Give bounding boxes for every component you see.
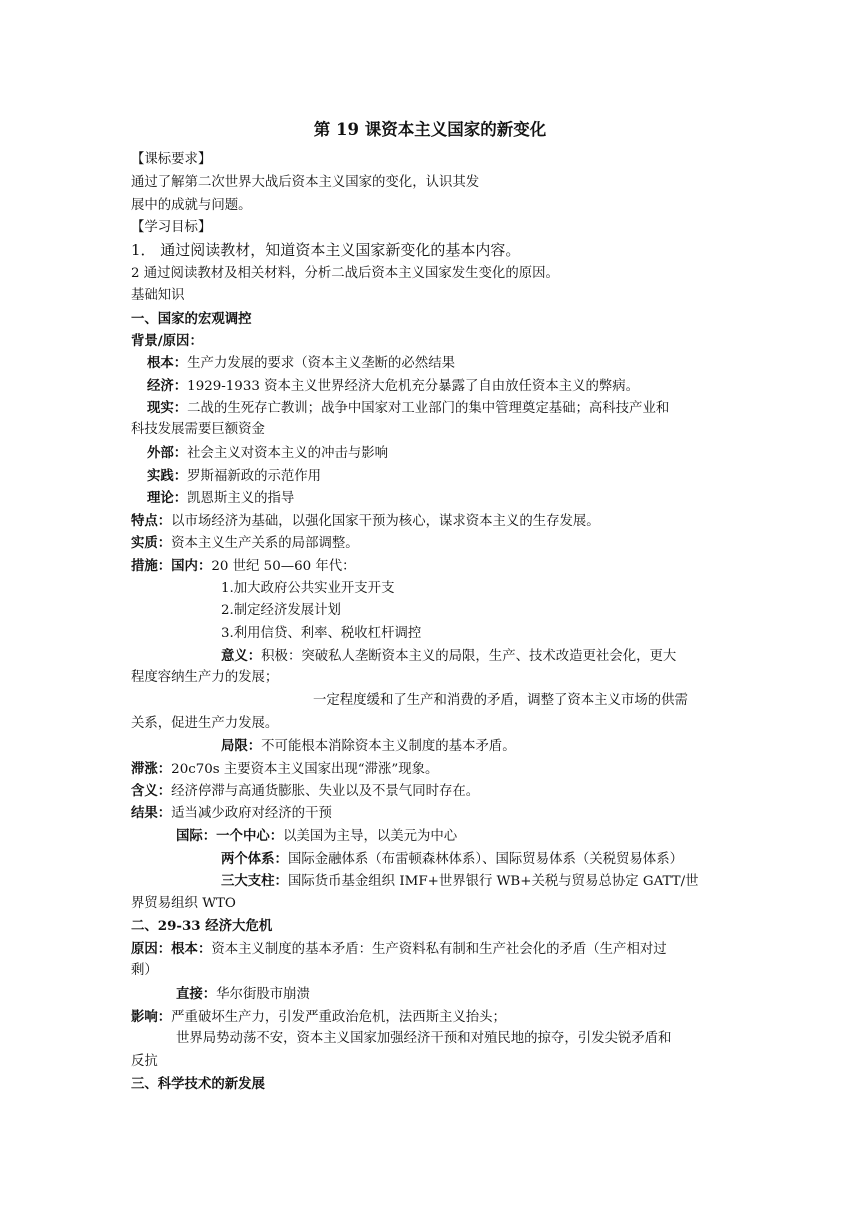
measures-label: 措施：国内： (131, 558, 212, 574)
meaning-label: 含义： (131, 783, 172, 799)
meaning-text: 经济停滞与高通货膨胀、失业以及不景气同时存在。 (171, 784, 480, 799)
theory-text: 凯恩斯主义的指导 (187, 491, 295, 506)
direct-text: 华尔街股市崩溃 (216, 987, 310, 1002)
cause-text: 资本主义制度的基本矛盾：生产资料私有制和生产社会化的矛盾（生产相对过 (211, 942, 667, 957)
two-systems-label: 两个体系： (221, 851, 288, 867)
meaning-line (131, 781, 731, 802)
theory-label: 理论： (147, 490, 188, 506)
significance-text-3: 一定程度缓和了生产和消费的矛盾，调整了资本主义市场的供需 (313, 693, 688, 708)
three-pillars-label: 三大支柱： (221, 873, 288, 889)
measures-text: 20 世纪 50—60 年代： (211, 559, 356, 574)
result-text: 适当减少政府对经济的干预 (171, 806, 332, 821)
page-title: 第 19 课资本主义国家的新变化 (313, 120, 547, 139)
limitation-line (221, 736, 821, 757)
international-label: 国际： (176, 828, 217, 844)
one-center-label: 一个中心： (216, 828, 284, 844)
limitation-label: 局限： (221, 738, 262, 754)
requirements-line-2: 展中的成就与问题。 (131, 198, 252, 213)
feature-line (131, 511, 731, 532)
economy-text: 1929-1933 资本主义世界经济大危机充分暴露了自由放任资本主义的弊病。 (187, 379, 640, 394)
requirements-line-1: 通过了解第二次世界大战后资本主义国家的变化，认识其发 (131, 175, 480, 190)
three-pillars-line (221, 871, 821, 892)
significance-label: 意义： (221, 648, 262, 664)
measure-item-2: 2.制定经济发展计划 (221, 603, 341, 618)
three-pillars-text-2: 界贸易组织 WTO (131, 896, 236, 911)
practice-label: 实践： (147, 468, 188, 484)
stagflation-line (131, 759, 731, 780)
reality-line (147, 398, 747, 419)
impact-text-3: 反抗 (131, 1054, 158, 1069)
direct-cause-line (176, 984, 776, 1005)
practice-line (147, 466, 747, 487)
stagflation-text: 20c70s 主要资本主义国家出现“滞涨”现象。 (171, 762, 439, 777)
root-text: 生产力发展的要求（资本主义垄断的必然结果 (187, 356, 455, 371)
measure-item-3: 3.利用信贷、利率、税收杠杆调控 (221, 626, 422, 641)
cause-text-2: 剩） (131, 963, 158, 978)
measures-line (131, 556, 731, 577)
international-line (176, 826, 776, 847)
requirements-heading: 【课标要求】 (131, 152, 212, 167)
external-text: 社会主义对资本主义的冲击与影响 (187, 446, 389, 461)
root-label: 根本： (147, 355, 188, 371)
two-systems-line (221, 849, 821, 870)
external-line (147, 443, 747, 464)
direct-label: 直接： (176, 986, 217, 1002)
essence-text: 资本主义生产关系的局部调整。 (171, 536, 359, 551)
reality-text-cont: 科技发展需要巨额资金 (131, 422, 265, 437)
two-systems-text: 国际金融体系（布雷顿森林体系）、国际贸易体系（关税贸易体系） (287, 852, 683, 867)
section-2-heading: 二、29-33 经济大危机 (131, 918, 273, 934)
section-3-heading: 三、科学技术的新发展 (131, 1076, 265, 1092)
root-cause-line (147, 353, 747, 374)
three-pillars-text: 国际货币基金组织 IMF+世界银行 WB+关税与贸易总协定 GATT/世 (287, 874, 699, 889)
significance-text-2: 程度容纳生产力的发展； (131, 670, 279, 685)
external-label: 外部： (147, 445, 188, 461)
impact-line (131, 1007, 731, 1028)
measure-item-1: 1.加大政府公共实业开支开支 (221, 581, 395, 596)
section-1-heading: 一、国家的宏观调控 (131, 311, 252, 327)
goals-heading: 【学习目标】 (131, 220, 212, 235)
essence-label: 实质： (131, 535, 172, 551)
feature-label: 特点： (131, 513, 172, 529)
theory-line (147, 488, 747, 509)
cause-line (131, 939, 731, 960)
feature-text: 以市场经济为基础，以强化国家干预为核心，谋求资本主义的生存发展。 (171, 514, 600, 529)
economy-label: 经济： (147, 378, 188, 394)
reality-text: 二战的生死存亡教训；战争中国家对工业部门的集中管理奠定基础；高科技产业和 (187, 401, 670, 416)
impact-text-2: 世界局势动荡不安，资本主义国家加强经济干预和对殖民地的掠夺，引发尖锐矛盾和 (176, 1031, 672, 1046)
basic-knowledge-label: 基础知识 (131, 288, 185, 303)
significance-text-4: 关系，促进生产力发展。 (131, 716, 279, 731)
significance-text: 积极：突破私人垄断资本主义的局限，生产、技术改造更社会化，更大 (261, 649, 677, 664)
impact-label: 影响： (131, 1009, 172, 1025)
impact-text: 严重破坏生产力，引发严重政治危机，法西斯主义抬头； (171, 1010, 506, 1025)
limitation-text: 不可能根本消除资本主义制度的基本矛盾。 (261, 739, 516, 754)
practice-text: 罗斯福新政的示范作用 (187, 469, 322, 484)
one-center-text: 以美国为主导，以美元为中心 (283, 829, 458, 844)
cause-label: 原因：根本： (131, 941, 212, 957)
result-line (131, 803, 731, 824)
essence-line (131, 533, 731, 554)
reality-label: 现实： (147, 400, 188, 416)
result-label: 结果： (131, 805, 172, 821)
stagflation-label: 滞涨： (131, 761, 172, 777)
significance-line (221, 646, 821, 667)
economy-line (147, 376, 747, 397)
goals-item-2: 2 通过阅读教材及相关材料，分析二战后资本主义国家发生变化的原因。 (131, 266, 559, 281)
goals-item-1: 1． 通过阅读教材，知道资本主义国家新变化的基本内容。 (131, 241, 521, 259)
background-label: 背景/原因： (131, 333, 203, 349)
